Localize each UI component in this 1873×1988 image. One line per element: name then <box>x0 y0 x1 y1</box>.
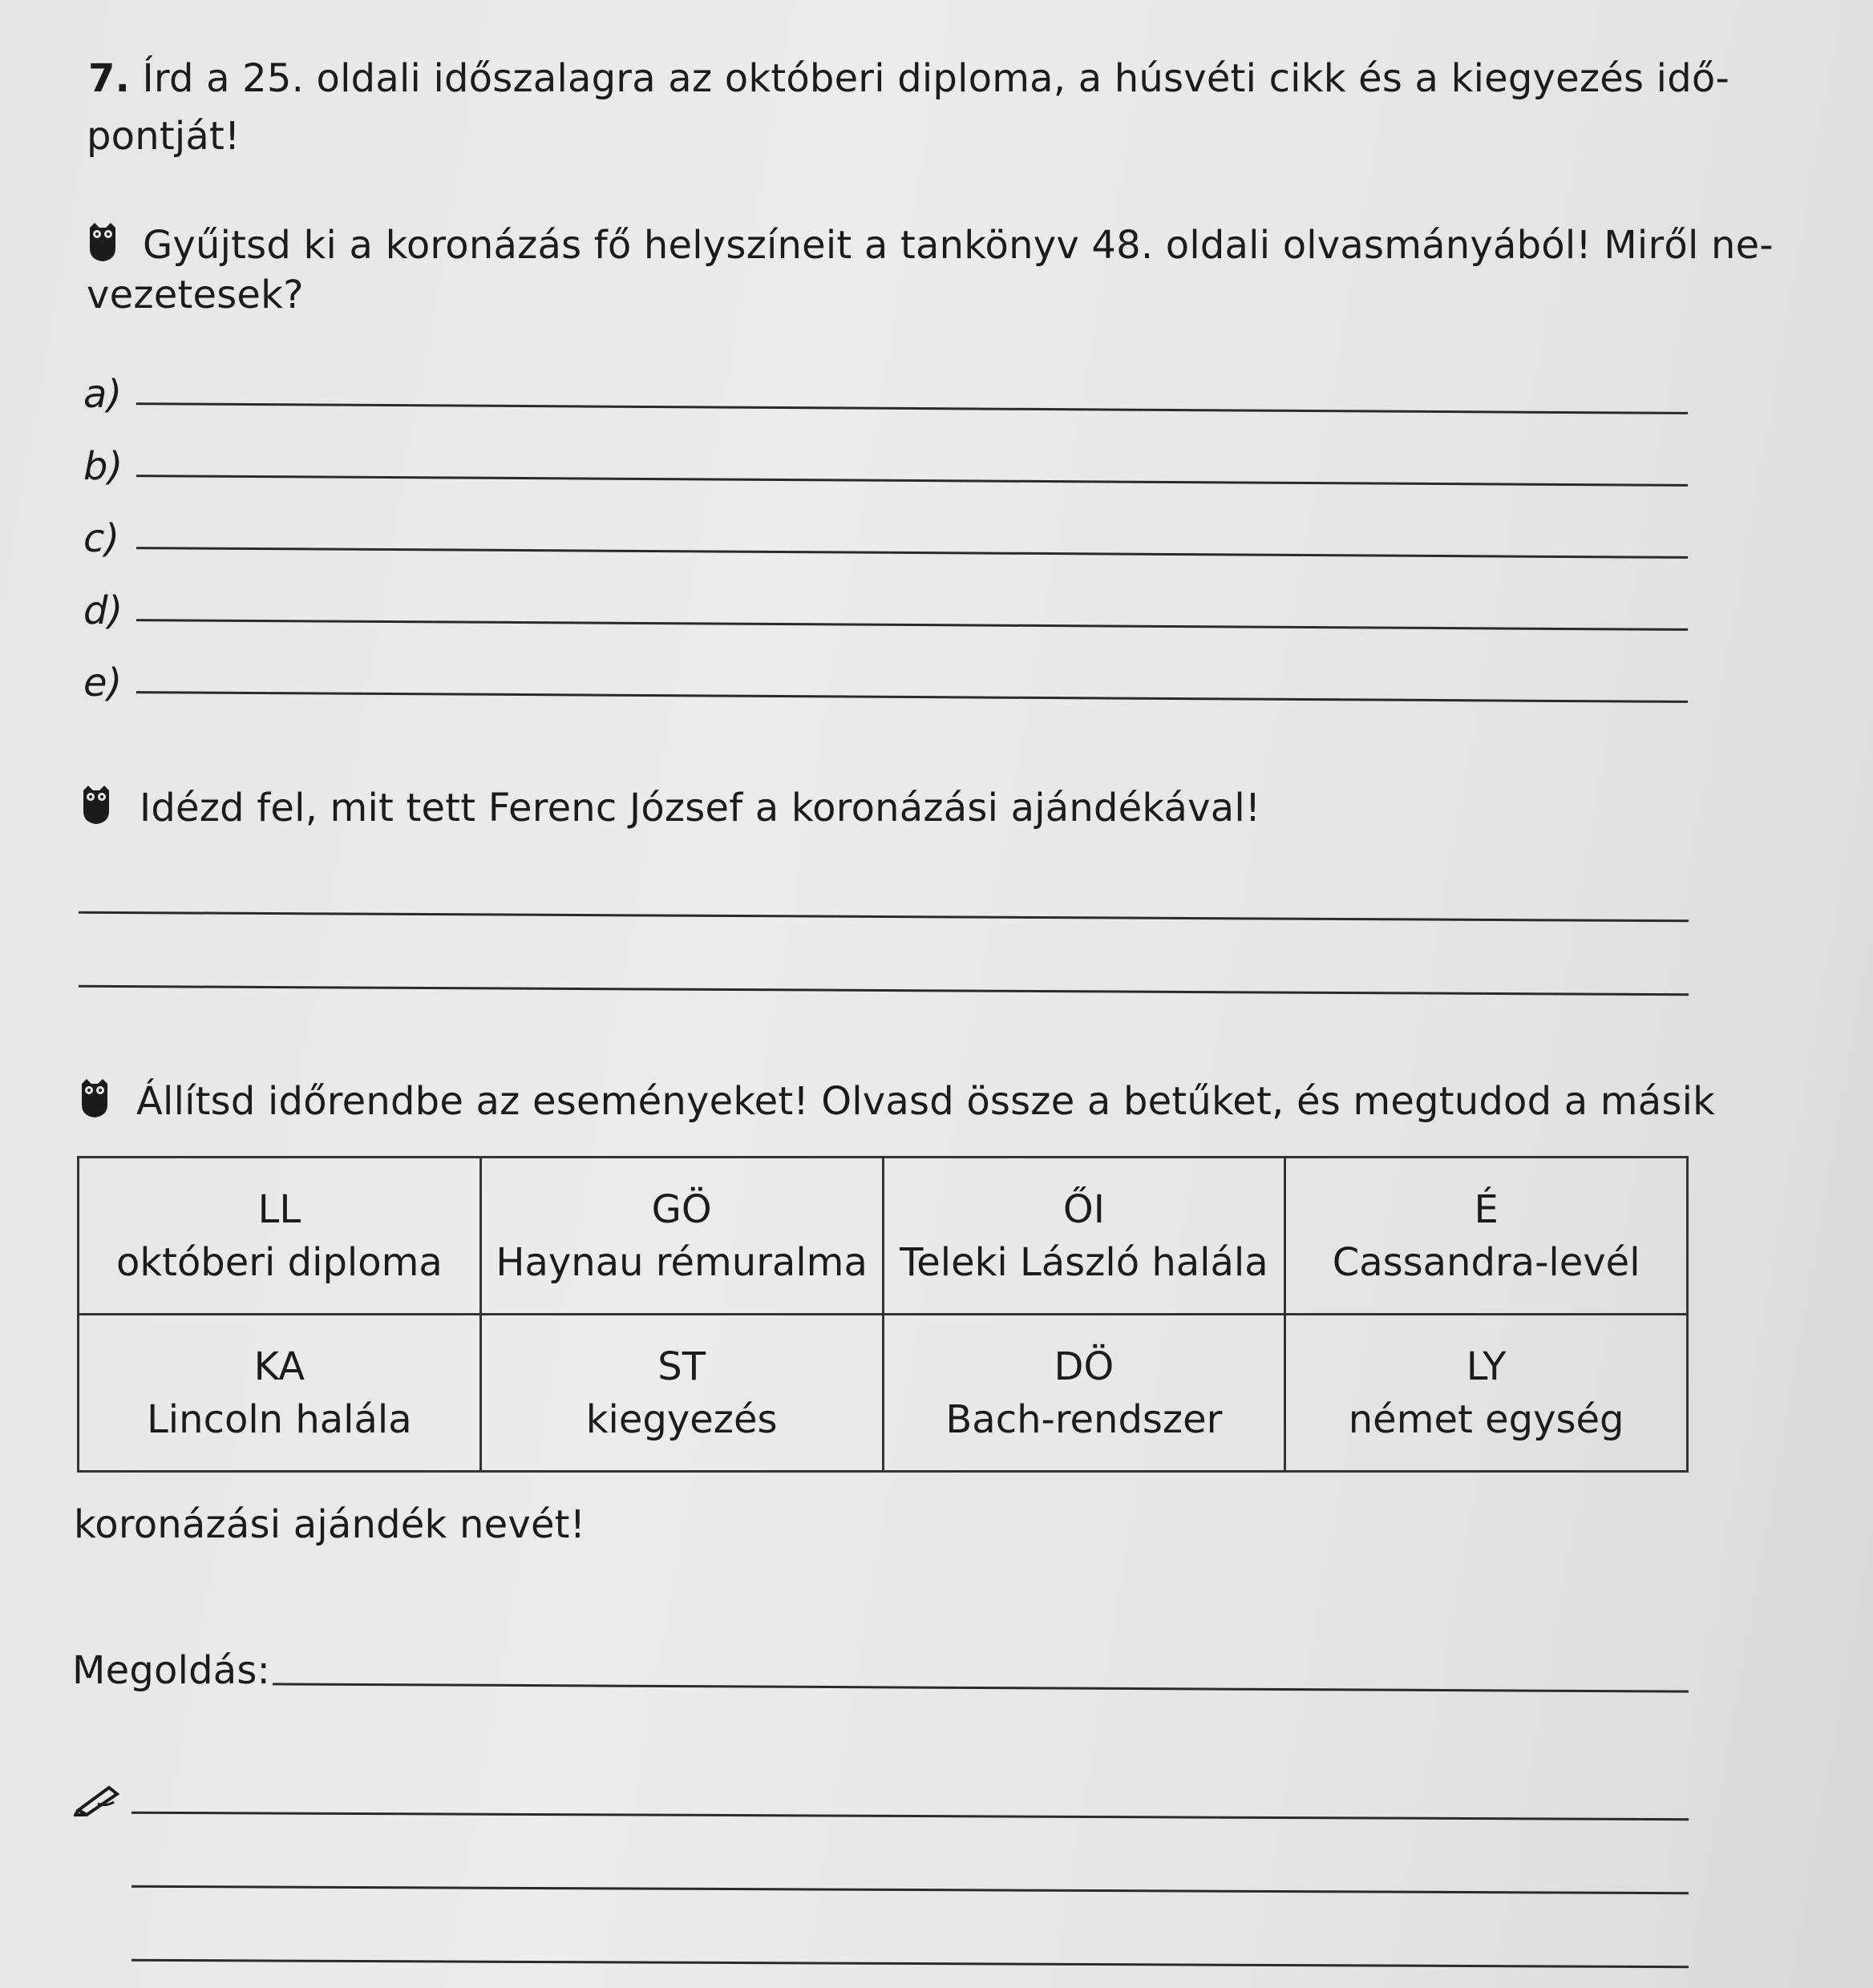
table-cell <box>1285 1315 1688 1472</box>
recall-answer-line-2[interactable] <box>79 985 1689 996</box>
event-table <box>77 1156 1689 1473</box>
answer-label-b: b) <box>83 444 123 489</box>
event-name: német egység <box>1348 1396 1624 1442</box>
solution-label: Megoldás: <box>72 1648 270 1693</box>
table-cell <box>480 1158 883 1315</box>
letter-code: DÖ <box>1054 1344 1114 1389</box>
owl-icon <box>87 221 119 263</box>
answer-label-a: a) <box>83 372 123 417</box>
event-name: kiegyezés <box>585 1396 778 1442</box>
event-name: Teleki László halála <box>900 1239 1268 1285</box>
table-cell <box>79 1158 481 1315</box>
answer-line-c[interactable] <box>136 547 1688 559</box>
letter-code: GÖ <box>651 1186 712 1232</box>
writing-line-2[interactable] <box>131 1885 1689 1894</box>
owl-icon <box>79 1077 111 1119</box>
letter-code: LY <box>1466 1344 1507 1389</box>
table-cell <box>1285 1158 1688 1315</box>
order-line1: Állítsd időrendbe az eseményeket! Olvasd össze a betűket, és megtudod a másik <box>136 1079 1716 1124</box>
letter-code: É <box>1474 1186 1499 1232</box>
task7-line2: pontját! <box>87 114 241 159</box>
letter-code: ŐI <box>1062 1186 1105 1232</box>
event-name: Haynau rémuralma <box>496 1239 868 1285</box>
event-name: Bach-rendszer <box>945 1396 1223 1442</box>
answer-line-b[interactable] <box>136 475 1688 487</box>
task7-line1 <box>88 55 1729 103</box>
answer-label-c: c) <box>83 516 120 561</box>
recall-answer-line-1[interactable] <box>79 911 1689 923</box>
order-line2: koronázási ajándék nevét! <box>74 1502 586 1547</box>
answer-line-a[interactable] <box>136 402 1688 414</box>
table-cell <box>480 1315 883 1472</box>
letter-code: KA <box>253 1344 305 1389</box>
writing-line-3[interactable] <box>131 1959 1689 1968</box>
task7-number: 7. <box>88 56 131 101</box>
solution-answer-line[interactable] <box>273 1683 1689 1692</box>
table-row <box>79 1158 1688 1315</box>
table-cell <box>79 1315 481 1472</box>
table-cell <box>883 1315 1285 1472</box>
answer-line-e[interactable] <box>136 691 1688 703</box>
table-cell <box>883 1158 1285 1315</box>
letter-code: LL <box>257 1186 301 1232</box>
table-row <box>79 1315 1688 1472</box>
writing-line-1[interactable] <box>131 1812 1689 1820</box>
pencil-icon <box>74 1781 125 1816</box>
collect-line2: vezetesek? <box>87 273 304 317</box>
letter-code: ST <box>657 1344 706 1389</box>
answer-line-d[interactable] <box>136 619 1688 631</box>
event-name: Lincoln halála <box>147 1396 412 1442</box>
collect-line1: Gyűjtsd ki a koronázás fő helyszíneit a tankönyv 48. oldali olvasmányából! Miről ne- <box>143 223 1774 268</box>
task7-text: Írd a 25. oldali időszalagra az októberi diploma, a húsvéti cikk és a kiegyezés idő- <box>142 56 1729 101</box>
event-name: Cassandra-levél <box>1332 1239 1640 1285</box>
answer-label-e: e) <box>83 661 123 705</box>
owl-icon <box>80 784 112 826</box>
recall-text: Idézd fel, mit tett Ferenc József a koronázási ajándékával! <box>140 786 1261 830</box>
answer-label-d: d) <box>83 588 123 633</box>
event-name: októberi diploma <box>115 1239 443 1285</box>
